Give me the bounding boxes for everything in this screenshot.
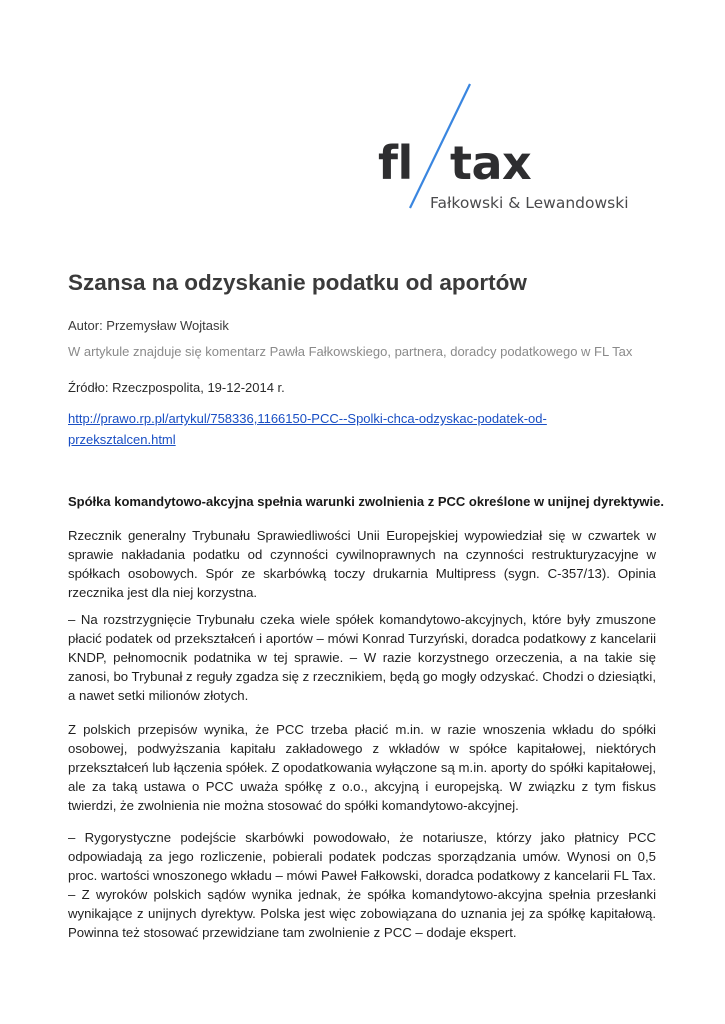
logo-brand-left: fl: [378, 136, 413, 190]
paragraph-3: Z polskich przepisów wynika, że PCC trzeba płacić m.in. w razie wnoszenia wkładu do spółki osobowej, podwyższania kapitału zakładowego z wkładów w spółce kapitałowej, niektórych przekształceń lub łączenia spółek. Z opodatkowania wyłączone są m.in. aporty do spółki kapitałowej, ale za taką ustawa o PCC uważa spółkę z o.o., akcyjną i europejską. W związku z tym fiskus twierdzi, że zwolnienia nie można stosować do spółki komandytowo-akcyjnej.: [68, 722, 656, 813]
article-subheading: Spółka komandytowo-akcyjna spełnia warunki zwolnienia z PCC określone w unijnej dyrektywie.: [68, 494, 664, 509]
source-link[interactable]: http://prawo.rp.pl/artykul/758336,1166150-PCC--Spolki-chca-odzyskac-podatek-od-przeksztalcen.html: [68, 411, 547, 447]
logo-subtitle: Fałkowski & Lewandowski: [430, 194, 629, 212]
article-title: Szansa na odzyskanie podatku od aportów: [68, 270, 527, 295]
paragraph-4: – Rygorystyczne podejście skarbówki powodowało, że notariusze, którzy jako płatnicy PCC odpowiadają za jego rozliczenie, pobierali podatek podczas sporządzania umów. Wynosi on 0,5 proc. wartości wnoszonego wkładu – mówi Paweł Fałkowski, doradca podatkowy z kancelarii FL Tax. – Z wyroków polskich sądów wynika jednak, że spółka komandytowo-akcyjna spełnia przesłanki wynikające z unijnych dyrektyw. Polska jest więc zobowiązana do uznania jej za spółkę kapitałową. Powinna też stosować przewidziane tam zwolnienie z PCC – dodaje ekspert.: [68, 830, 656, 940]
logo-brand-right: tax: [450, 136, 532, 190]
paragraph-2: – Na rozstrzygnięcie Trybunału czeka wiele spółek komandytowo-akcyjnych, które były zmuszone płacić podatek od przekształceń i aportów – mówi Konrad Turzyński, doradca podatkowy z kancelarii KNDP, pełnomocnik podatnika w tej sprawie. – W razie korzystnego orzeczenia, a na takie się zanosi, bo Trybunał z reguły zgadza się z rzecznikiem, będą go mogły odzyskać. Chodzi o dziesiątki, a nawet setki milionów złotych.: [68, 612, 656, 703]
paragraph-1: Rzecznik generalny Trybunału Sprawiedliwości Unii Europejskiej wypowiedział się w czwartek w sprawie nakładania podatku od czynności cywilnoprawnych na czynności restrukturyzacyjne w spółkach osobowych. Spór ze skarbówką toczy drukarnia Multipress (sygn. C-357/13). Opinia rzecznika jest dla niej korzystna.: [68, 528, 656, 600]
article-author: Autor: Przemysław Wojtasik: [68, 318, 229, 333]
comment-note: W artykule znajduje się komentarz Pawła Fałkowskiego, partnera, doradcy podatkowego w FL Tax: [68, 344, 633, 359]
company-logo: [372, 82, 632, 212]
article-source: Źródło: Rzeczpospolita, 19-12-2014 r.: [68, 380, 285, 395]
